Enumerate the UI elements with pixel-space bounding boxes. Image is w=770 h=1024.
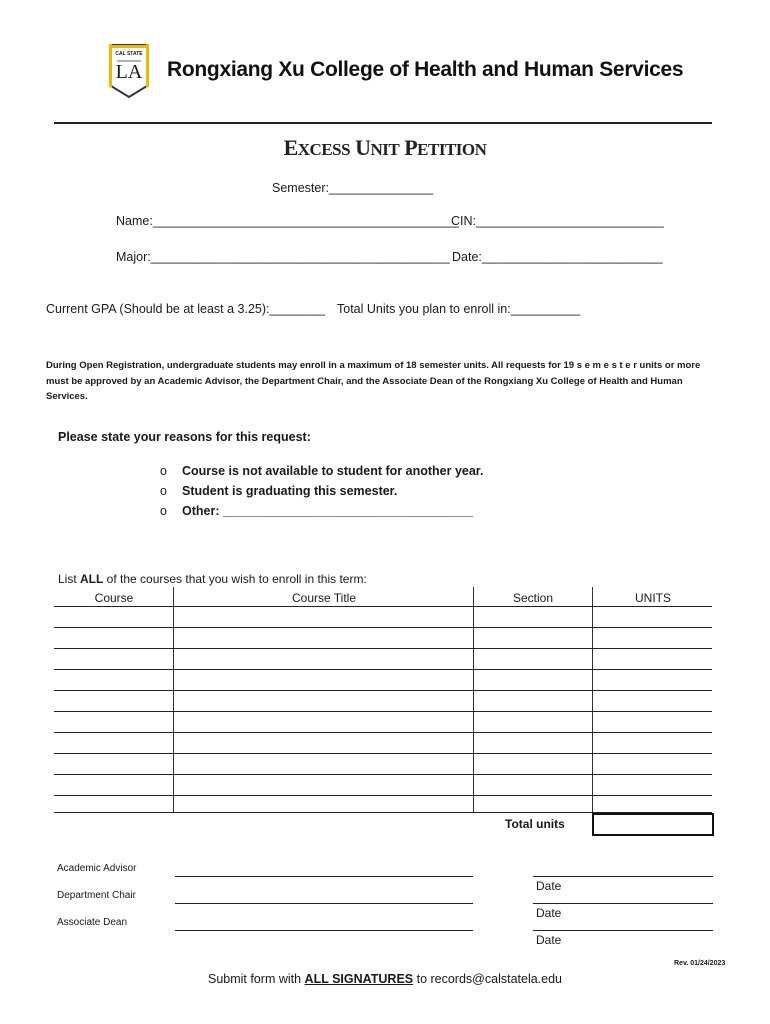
total-units-label: Total units (505, 817, 565, 831)
total-units-enroll-field[interactable]: Total Units you plan to enroll in:__________ (337, 302, 581, 316)
major-field[interactable]: Major:___________________________________________ (116, 250, 450, 264)
checkbox-icon[interactable]: o (160, 464, 167, 478)
column-header-units: UNITS (635, 591, 671, 605)
table-row[interactable] (54, 669, 712, 670)
table-row[interactable] (54, 774, 712, 775)
cal-state-la-logo (108, 42, 150, 100)
dean-date-label: Date (536, 933, 562, 947)
reason-option-label: Other: ____________________________________ (182, 504, 474, 518)
checkbox-icon[interactable]: o (160, 484, 167, 498)
reason-option[interactable] (160, 484, 397, 498)
table-row[interactable] (54, 753, 712, 754)
page-title (0, 135, 770, 161)
checkbox-icon[interactable]: o (160, 504, 167, 518)
cin-field[interactable]: CIN:___________________________ (451, 214, 664, 228)
column-divider (592, 587, 593, 813)
reason-option[interactable] (160, 504, 473, 518)
column-header-course: Course (94, 591, 134, 605)
table-row[interactable] (54, 648, 712, 649)
title-rest: NIT (370, 140, 400, 159)
academic-advisor-label: Academic Advisor (57, 863, 137, 874)
advisor-date-line[interactable] (533, 876, 713, 877)
dean-date-line[interactable] (533, 930, 713, 931)
intro-emphasis: ALL (80, 572, 104, 586)
chair-signature-line[interactable] (175, 903, 473, 904)
total-units-box[interactable] (592, 813, 714, 836)
column-header-course-title: Course Title (291, 591, 357, 605)
header-divider (54, 122, 712, 124)
table-row[interactable] (54, 606, 712, 607)
table-row[interactable] (54, 732, 712, 733)
policy-paragraph: During Open Registration, undergraduate students may enroll in a maximum of 18 semester units. All requests for 19 s e m e s t e r units or more must be approved by an Academic Advisor, the Department Chair, and the Associate Dean of the Rongxiang Xu College of Health and Human Services. (46, 360, 701, 402)
revision-date: Rev. 01/24/2023 (674, 960, 726, 967)
name-field[interactable]: Name:____________________________________________ (116, 214, 459, 228)
reason-option-label: Course is not available to student for another year. (182, 464, 484, 478)
date-field[interactable]: Date:__________________________ (452, 250, 663, 264)
advisor-signature-line[interactable] (175, 876, 473, 877)
title-rest: XCESS (297, 140, 351, 159)
submission-instructions (0, 972, 770, 986)
reasons-heading: Please state your reasons for this request: (58, 430, 311, 444)
table-row[interactable] (54, 690, 712, 691)
title-letter: U (355, 135, 371, 160)
reason-option-label: Student is graduating this semester. (182, 484, 398, 498)
logo-top-text: CAL STATE (115, 51, 143, 57)
reason-option[interactable] (160, 464, 483, 478)
table-row[interactable] (54, 627, 712, 628)
chair-date-line[interactable] (533, 903, 713, 904)
table-row[interactable] (54, 795, 712, 796)
column-divider (173, 587, 174, 813)
footer-emphasis: ALL SIGNATURES (304, 972, 414, 986)
column-divider (473, 587, 474, 813)
college-name: Rongxiang Xu College of Health and Human Services (167, 58, 684, 81)
column-header-section: Section (512, 591, 554, 605)
semester-field[interactable]: Semester:_______________ (272, 181, 434, 195)
chair-date-label: Date (536, 906, 562, 920)
title-rest: ETITION (417, 140, 487, 159)
course-list-label (58, 572, 367, 586)
footer-text: Submit form with (207, 972, 305, 986)
title-letter: P (404, 135, 418, 160)
advisor-date-label: Date (536, 879, 562, 893)
department-chair-label: Department Chair (57, 890, 136, 901)
dean-signature-line[interactable] (175, 930, 473, 931)
associate-dean-label: Associate Dean (57, 917, 128, 928)
logo-main-text: LA (115, 61, 143, 83)
footer-text: to records@calstatela.edu (413, 972, 563, 986)
title-letter: E (283, 135, 298, 160)
table-row[interactable] (54, 711, 712, 712)
intro-text: of the courses that you wish to enroll in this term: (103, 572, 367, 586)
intro-text: List (58, 572, 81, 586)
gpa-field[interactable]: Current GPA (Should be at least a 3.25):________ (46, 302, 326, 316)
